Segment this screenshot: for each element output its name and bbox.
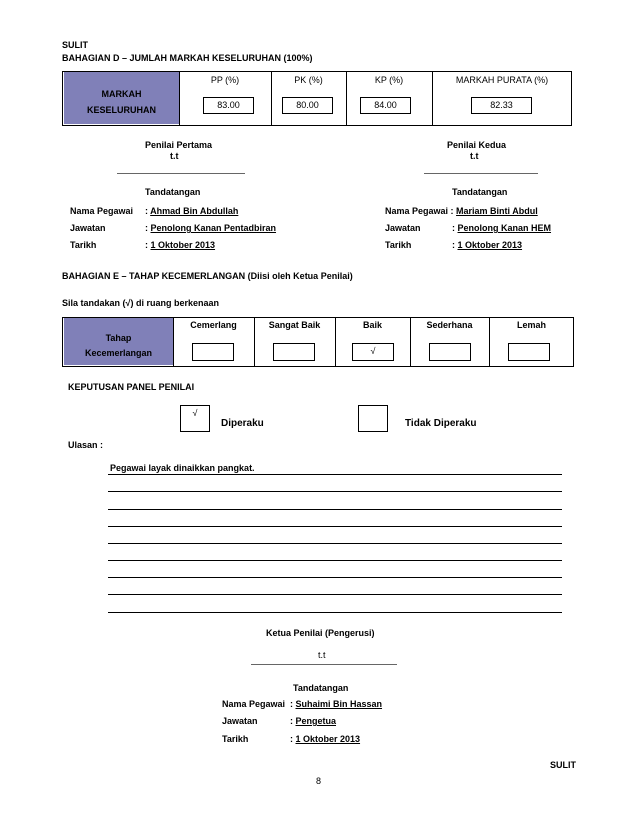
- confidential-header: SULIT: [62, 40, 88, 50]
- total-marks-label-line1: MARKAH: [101, 89, 142, 99]
- excellence-label-line2: Kecemerlangan: [84, 348, 153, 358]
- approved-checkbox[interactable]: √: [180, 405, 210, 432]
- chairman-signature-label: Tandatangan: [293, 683, 349, 693]
- second-assessor-date: 1 Oktober 2013: [457, 240, 523, 250]
- level-checkbox-lemah[interactable]: [508, 343, 550, 361]
- level-header-cemerlang: Cemerlang: [190, 320, 237, 330]
- pp-column-header: PP (%): [210, 75, 240, 85]
- pk-column-header: PK (%): [294, 75, 323, 85]
- total-marks-label-line2: KESELURUHAN: [86, 105, 156, 115]
- second-assessor-name: Mariam Binti Abdul: [456, 206, 538, 216]
- chairman-name-label: Nama Pegawai: [222, 699, 286, 709]
- first-assessor-post-label: Jawatan: [70, 223, 106, 233]
- average-score-field[interactable]: 82.33: [471, 97, 532, 114]
- second-assessor-post: Penolong Kanan HEM: [457, 223, 552, 233]
- chairman-date-label: Tarikh: [222, 734, 249, 744]
- rejected-checkbox[interactable]: [358, 405, 388, 432]
- first-assessor-name-label: Nama Pegawai: [70, 206, 134, 216]
- chairman-name: Suhaimi Bin Hassan: [295, 699, 383, 709]
- level-header-baik: Baik: [362, 320, 382, 330]
- approved-label: Diperaku: [221, 418, 264, 429]
- level-checkbox-cemerlang[interactable]: [192, 343, 234, 361]
- first-assessor-post: Penolong Kanan Pentadbiran: [150, 223, 277, 233]
- first-assessor-title: Penilai Pertama: [145, 140, 213, 150]
- rejected-label: Tidak Diperaku: [405, 418, 477, 429]
- kp-score-field[interactable]: 84.00: [360, 97, 411, 114]
- level-checkbox-sederhana[interactable]: [429, 343, 471, 361]
- section-e-title: BAHAGIAN E – TAHAP KECEMERLANGAN (Diisi oleh Ketua Penilai): [62, 271, 353, 281]
- page-number: 8: [316, 776, 322, 786]
- level-header-lemah: Lemah: [516, 320, 546, 330]
- confidential-footer: SULIT: [550, 760, 576, 770]
- second-assessor-sign: t.t: [470, 151, 479, 161]
- first-assessor-sign: t.t: [170, 151, 179, 161]
- pk-score-field[interactable]: 80.00: [282, 97, 333, 114]
- second-assessor-post-label: Jawatan: [385, 223, 421, 233]
- panel-decision-title: KEPUTUSAN PANEL PENILAI: [68, 382, 195, 392]
- section-d-title: BAHAGIAN D – JUMLAH MARKAH KESELURUHAN (100%): [62, 53, 313, 63]
- first-assessor-name: Ahmad Bin Abdullah: [150, 206, 239, 216]
- level-header-sederhana: Sederhana: [426, 320, 473, 330]
- chairman-title: Ketua Penilai (Pengerusi): [266, 628, 375, 638]
- level-header-sangat-baik: Sangat Baik: [268, 320, 321, 330]
- level-checkbox-sangat-baik[interactable]: [273, 343, 315, 361]
- second-assessor-signature-label: Tandatangan: [452, 187, 508, 197]
- remarks-text[interactable]: Pegawai layak dinaikkan pangkat.: [110, 463, 255, 473]
- remarks-label: Ulasan :: [68, 440, 104, 450]
- chairman-sign: t.t: [318, 650, 326, 660]
- section-e-instruction: Sila tandakan (√) di ruang berkenaan: [62, 298, 219, 308]
- level-checkbox-baik[interactable]: √: [352, 343, 394, 361]
- chairman-date: 1 Oktober 2013: [295, 734, 361, 744]
- second-assessor-date-label: Tarikh: [385, 240, 412, 250]
- first-assessor-date-label: Tarikh: [70, 240, 97, 250]
- first-assessor-date: 1 Oktober 2013: [150, 240, 216, 250]
- second-assessor-title: Penilai Kedua: [447, 140, 507, 150]
- chairman-post: Pengetua: [295, 716, 337, 726]
- chairman-post-label: Jawatan: [222, 716, 258, 726]
- second-assessor-name-label: Nama Pegawai :: [385, 206, 454, 216]
- excellence-label-line1: Tahap: [105, 333, 132, 343]
- pp-score-field[interactable]: 83.00: [203, 97, 254, 114]
- kp-column-header: KP (%): [374, 75, 404, 85]
- first-assessor-signature-label: Tandatangan: [145, 187, 201, 197]
- average-column-header: MARKAH PURATA (%): [455, 75, 549, 85]
